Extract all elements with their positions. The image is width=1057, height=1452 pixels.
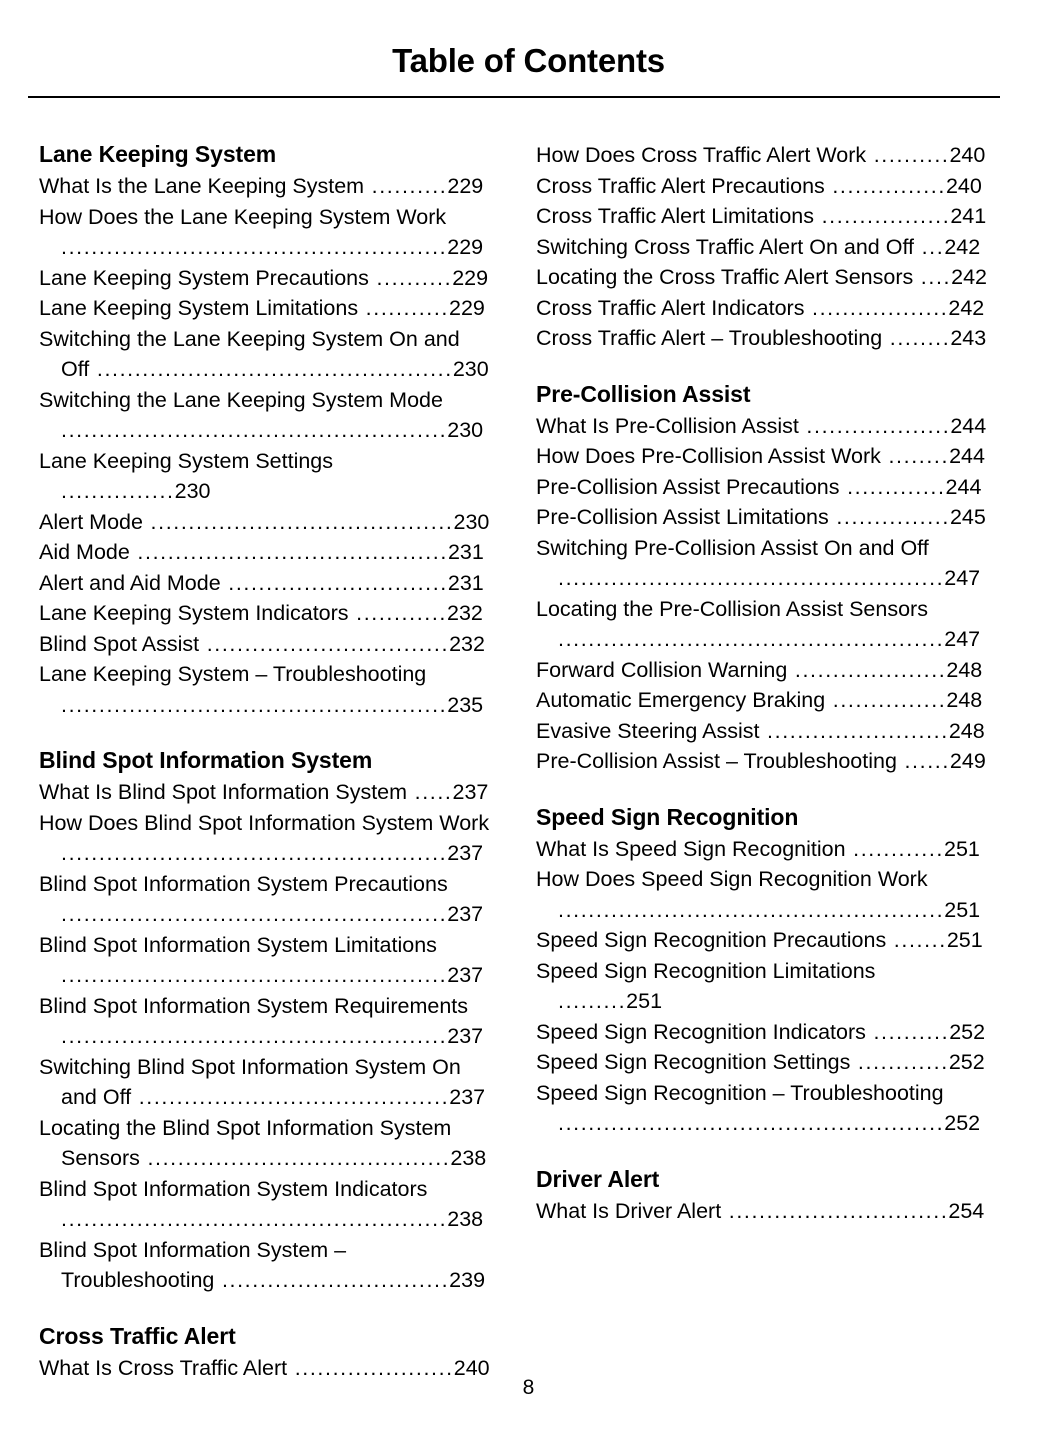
- section-heading-speed-sign-recognition: [536, 803, 987, 831]
- toc-entry-speed-sign-recognition-troubleshooting[interactable]: [536, 1078, 987, 1139]
- toc-entry-blind-spot-assist[interactable]: [39, 629, 490, 660]
- toc-entry-title: What Is Cross Traffic Alert: [39, 1355, 288, 1380]
- dot-leader: ...................................................: [61, 963, 448, 987]
- toc-entry-cross-traffic-alert-limitations[interactable]: [536, 201, 987, 232]
- section-heading-label: Pre-Collision Assist: [536, 380, 751, 407]
- toc-entry-title: How Does Pre-Collision Assist Work: [536, 444, 881, 468]
- toc-entry-blind-spot-information-system-precautions[interactable]: [39, 869, 490, 930]
- toc-entry-title: Switching Blind Spot Information System On: [39, 1054, 461, 1079]
- dot-leader: ....................: [787, 657, 947, 682]
- toc-entry-title: and Off: [61, 1085, 132, 1109]
- toc-entry-title: How Does Cross Traffic Alert Work: [536, 143, 867, 167]
- toc-entry-line: [536, 323, 987, 354]
- toc-entry-blind-spot-information-system-indicators[interactable]: [39, 1174, 490, 1235]
- toc-entry-page-number: 244: [950, 413, 987, 438]
- toc-entry-lane-keeping-system-indicators[interactable]: [39, 598, 490, 629]
- toc-section: [536, 1165, 987, 1227]
- toc-entry-alert-and-aid-mode[interactable]: [39, 568, 490, 599]
- dot-leader: ............: [348, 601, 448, 625]
- toc-entry-page-number: 251: [946, 928, 983, 952]
- toc-entry-line: [39, 446, 490, 507]
- dot-leader: ...................................................: [61, 1024, 448, 1048]
- toc-entry-line: [536, 201, 987, 232]
- toc-entry-cross-traffic-alert-precautions[interactable]: [536, 171, 987, 202]
- dot-leader: ...................: [798, 413, 951, 438]
- dot-leader: ........................: [759, 718, 949, 743]
- toc-entry-locating-the-cross-traffic-alert-sensors[interactable]: [536, 262, 987, 293]
- toc-entry-page-number: 230: [453, 509, 490, 534]
- toc-entry-page-number: 237: [447, 963, 484, 987]
- dot-leader: ................................: [199, 631, 450, 656]
- toc-entry-page-number: 242: [944, 234, 981, 259]
- toc-entry-line: [536, 411, 987, 442]
- toc-entry-title: What Is Pre-Collision Assist: [536, 413, 799, 438]
- toc-entry-title: Automatic Emergency Braking: [536, 688, 826, 712]
- toc-entry-title: Troubleshooting: [61, 1268, 215, 1292]
- toc-entry-page-number: 237: [452, 780, 489, 804]
- toc-entry-page-number: 232: [447, 601, 483, 625]
- section-heading-blind-spot-information-system: [39, 746, 490, 774]
- toc-entry-lane-keeping-system-settings[interactable]: [39, 446, 490, 507]
- toc-entry-line: [536, 655, 987, 686]
- toc-entry-page-number: 229: [449, 296, 485, 320]
- dot-leader: ...................................................: [61, 692, 448, 717]
- toc-entry-page-number: 248: [948, 718, 985, 743]
- toc-entry-line: [536, 594, 987, 625]
- toc-entry-title: Lane Keeping System Precautions: [39, 265, 369, 290]
- toc-entry-title: Blind Spot Assist: [39, 631, 200, 656]
- toc-entry-line: [39, 568, 490, 599]
- toc-entry-line: [536, 1017, 987, 1048]
- toc-entry-forward-collision-warning[interactable]: [536, 655, 987, 686]
- toc-entry-what-is-pre-collision-assist[interactable]: [536, 411, 987, 442]
- dot-leader: ...........: [358, 296, 449, 320]
- toc-entry-switching-pre-collision-assist-on-and-off[interactable]: [536, 533, 987, 594]
- toc-entry-title: Blind Spot Information System Requirements: [39, 993, 469, 1018]
- toc-entry-line: [39, 777, 490, 808]
- toc-entry-page-number: 232: [449, 631, 485, 656]
- toc-entry-title: Cross Traffic Alert Limitations: [536, 204, 814, 228]
- section-heading-label: Cross Traffic Alert: [39, 1322, 236, 1349]
- dot-leader: ..........: [364, 174, 448, 198]
- toc-entry-title: Lane Keeping System Limitations: [39, 296, 359, 320]
- toc-entry-line: [536, 533, 987, 564]
- toc-entry-page-number: 243: [950, 326, 987, 350]
- toc-section: [536, 803, 987, 1139]
- toc-entry-locating-the-blind-spot-information-system-sensors[interactable]: [39, 1113, 490, 1174]
- toc-entry-line: [61, 1143, 490, 1174]
- toc-entry-line: [39, 385, 490, 416]
- toc-entry-title: Lane Keeping System Indicators: [39, 601, 349, 625]
- toc-entry-line: [39, 1174, 490, 1205]
- dot-leader: ........: [880, 444, 950, 468]
- toc-entry-what-is-the-lane-keeping-system[interactable]: [39, 171, 490, 202]
- toc-entry-line: [39, 629, 490, 660]
- dot-leader: ..........: [866, 143, 950, 167]
- toc-entry-page-number: 247: [944, 566, 981, 590]
- dot-leader: ...................................................: [61, 235, 448, 259]
- toc-entry-line: [536, 262, 987, 293]
- toc-entry-pre-collision-assist-limitations[interactable]: [536, 502, 987, 533]
- toc-entry-line: [536, 864, 987, 895]
- toc-section: [536, 140, 987, 354]
- toc-entry-title: Blind Spot Information System Indicators: [39, 1176, 428, 1201]
- dot-leader: ..........: [865, 1019, 950, 1044]
- toc-entry-line: [536, 1078, 987, 1109]
- toc-entry-line: [39, 507, 490, 538]
- toc-entry-page-number: 241: [950, 204, 987, 228]
- toc-entry-line: [61, 1204, 490, 1235]
- toc-entry-page-number: 230: [452, 357, 489, 381]
- dot-leader: .............................: [721, 1198, 949, 1223]
- toc-entry-line: [39, 808, 490, 839]
- toc-entry-page-number: 229: [447, 235, 484, 259]
- toc-entry-page-number: 240: [949, 143, 986, 167]
- toc-entry-speed-sign-recognition-settings[interactable]: [536, 1047, 987, 1078]
- toc-entry-page-number: 244: [949, 444, 985, 468]
- toc-entry-line: [536, 1196, 987, 1227]
- toc-entry-line: [39, 1052, 490, 1083]
- toc-entry-what-is-blind-spot-information-system[interactable]: [39, 777, 490, 808]
- toc-entry-title: Cross Traffic Alert Indicators: [536, 295, 805, 320]
- dot-leader: ...............: [824, 173, 946, 198]
- toc-entry-lane-keeping-system-limitations[interactable]: [39, 293, 490, 324]
- toc-column-left: [39, 140, 490, 1383]
- toc-entry-line: [558, 895, 987, 926]
- dot-leader: ...................................................: [558, 897, 945, 922]
- toc-entry-line: [61, 960, 490, 991]
- section-heading-label: Lane Keeping System: [39, 141, 277, 167]
- toc-entry-title: Cross Traffic Alert – Troubleshooting: [536, 326, 883, 350]
- toc-entry-switching-cross-traffic-alert-on-and-off[interactable]: [536, 232, 987, 263]
- toc-entry-title: Locating the Cross Traffic Alert Sensors: [536, 265, 914, 289]
- toc-section: [39, 1322, 490, 1384]
- toc-entry-page-number: 248: [946, 688, 983, 712]
- toc-entry-page-number: 245: [949, 505, 986, 529]
- toc-entry-title: Blind Spot Information System –: [39, 1237, 347, 1262]
- toc-entry-title: Blind Spot Information System Limitations: [39, 932, 437, 957]
- toc-entry-title: Speed Sign Recognition Indicators: [536, 1019, 866, 1044]
- toc-entry-page-number: 251: [944, 897, 981, 922]
- dot-leader: ...................................................: [558, 566, 945, 590]
- toc-entry-line: [536, 716, 987, 747]
- dot-leader: .............: [839, 474, 946, 499]
- toc-entry-line: [558, 1108, 987, 1139]
- toc-entry-title: Forward Collision Warning: [536, 657, 788, 682]
- toc-entry-evasive-steering-assist[interactable]: [536, 716, 987, 747]
- toc-entry-line: [39, 659, 490, 690]
- toc-section: [536, 380, 987, 777]
- toc-entry-page-number: 237: [447, 841, 484, 865]
- toc-entry-line: [536, 746, 987, 777]
- dot-leader: .................: [814, 204, 951, 228]
- toc-entry-pre-collision-assist-precautions[interactable]: [536, 472, 987, 503]
- toc-entry-line: [536, 956, 987, 1017]
- toc-entry-line: [558, 624, 987, 655]
- toc-entry-line: [39, 1113, 490, 1144]
- toc-entry-line: [536, 834, 987, 865]
- toc-entry-line: [39, 598, 490, 629]
- toc-entry-page-number: 237: [447, 902, 484, 926]
- toc-entry-title: Speed Sign Recognition Precautions: [536, 928, 887, 952]
- dot-leader: .............................: [220, 570, 448, 595]
- toc-entry-title: What Is Driver Alert: [536, 1198, 722, 1223]
- dot-leader: .....................: [287, 1355, 454, 1380]
- toc-entry-title: Pre-Collision Assist Precautions: [536, 474, 840, 499]
- toc-entry-locating-the-pre-collision-assist-sensors[interactable]: [536, 594, 987, 655]
- toc-entry-page-number: 229: [452, 265, 489, 290]
- toc-entry-alert-mode[interactable]: [39, 507, 490, 538]
- toc-entry-aid-mode[interactable]: [39, 537, 490, 568]
- toc-entry-switching-blind-spot-information-system-on-and-off[interactable]: [39, 1052, 490, 1113]
- toc-entry-line: [61, 415, 490, 446]
- toc-entry-title: Pre-Collision Assist – Troubleshooting: [536, 749, 897, 773]
- toc-entry-page-number: 248: [946, 657, 983, 682]
- toc-entry-line: [536, 232, 987, 263]
- toc-entry-line: [536, 1047, 987, 1078]
- toc-entry-automatic-emergency-braking[interactable]: [536, 685, 987, 716]
- toc-entry-line: [61, 1021, 490, 1052]
- toc-entry-page-number: 252: [949, 1019, 986, 1044]
- toc-entry-line: [536, 293, 987, 324]
- dot-leader: ............: [850, 1050, 949, 1074]
- toc-entry-page-number: 240: [453, 1355, 490, 1380]
- section-heading-label: Blind Spot Information System: [39, 747, 373, 773]
- toc-entry-blind-spot-information-system-requirements[interactable]: [39, 991, 490, 1052]
- toc-entry-title: How Does Blind Spot Information System Work: [39, 810, 490, 835]
- toc-entry-speed-sign-recognition-precautions[interactable]: [536, 925, 987, 956]
- dot-leader: .......: [886, 928, 947, 952]
- toc-entry-title: Switching the Lane Keeping System Mode: [39, 387, 443, 412]
- toc-entry-title: Locating the Blind Spot Information System: [39, 1115, 452, 1140]
- dot-leader: ...................................................: [61, 841, 448, 865]
- toc-entry-title: How Does Speed Sign Recognition Work: [536, 867, 928, 891]
- toc-entry-title: Sensors: [61, 1146, 140, 1170]
- toc-entry-title: Speed Sign Recognition Limitations: [536, 958, 876, 983]
- dot-leader: ........................................: [142, 509, 454, 534]
- toc-entry-line: [61, 690, 490, 721]
- toc-entry-title: Switching Cross Traffic Alert On and Off: [536, 234, 915, 259]
- dot-leader: ............: [845, 836, 945, 861]
- toc-entry-page-number: 237: [447, 1024, 484, 1048]
- dot-leader: ....: [913, 265, 952, 289]
- toc-entry-title: Alert and Aid Mode: [39, 570, 221, 595]
- toc-entry-blind-spot-information-system-troubleshooting[interactable]: [39, 1235, 490, 1296]
- toc-entry-title: Aid Mode: [39, 540, 130, 564]
- toc-entry-cross-traffic-alert-indicators[interactable]: [536, 293, 987, 324]
- toc-entry-title: Speed Sign Recognition – Troubleshooting: [536, 1080, 944, 1105]
- toc-entry-title: What Is Speed Sign Recognition: [536, 836, 846, 861]
- dot-leader: ...............................................: [89, 357, 453, 381]
- toc-entry-line: [39, 263, 490, 294]
- toc-entry-title: What Is Blind Spot Information System: [39, 780, 408, 804]
- toc-entry-title: How Does the Lane Keeping System Work: [39, 204, 447, 229]
- dot-leader: ........: [882, 326, 951, 350]
- dot-leader: ...................................................: [61, 418, 448, 442]
- toc-entry-lane-keeping-system-troubleshooting[interactable]: [39, 659, 490, 720]
- dot-leader: .........................................: [129, 540, 448, 564]
- toc-column-right: [536, 140, 987, 1226]
- dot-leader: .........: [558, 989, 627, 1013]
- toc-entry-line: [536, 441, 987, 472]
- header-divider: [28, 96, 1000, 98]
- toc-entry-title: Pre-Collision Assist Limitations: [536, 505, 829, 529]
- toc-entry-cross-traffic-alert-troubleshooting[interactable]: [536, 323, 987, 354]
- dot-leader: ..................: [804, 295, 949, 320]
- toc-entry-line: [39, 293, 490, 324]
- toc-entry-switching-the-lane-keeping-system-mode[interactable]: [39, 385, 490, 446]
- toc-entry-page-number: 239: [449, 1268, 486, 1292]
- dot-leader: ...............: [828, 505, 950, 529]
- section-heading-lane-keeping-system: [39, 140, 490, 168]
- dot-leader: ...: [914, 234, 945, 259]
- toc-entry-what-is-driver-alert[interactable]: [536, 1196, 987, 1227]
- toc-entry-title: Locating the Pre-Collision Assist Sensors: [536, 596, 928, 621]
- section-heading-label: Driver Alert: [536, 1165, 660, 1192]
- toc-entry-page-number: 247: [944, 627, 981, 651]
- toc-entry-title: Cross Traffic Alert Precautions: [536, 173, 825, 198]
- toc-entry-page-number: 235: [447, 692, 484, 717]
- toc-section: [39, 746, 490, 1296]
- toc-entry-page-number: 251: [944, 836, 980, 861]
- toc-entry-line: [39, 930, 490, 961]
- toc-entry-page-number: 254: [948, 1198, 985, 1223]
- toc-entry-lane-keeping-system-precautions[interactable]: [39, 263, 490, 294]
- toc-entry-line: [536, 140, 987, 171]
- toc-entry-line: [39, 869, 490, 900]
- toc-entry-title: Evasive Steering Assist: [536, 718, 760, 743]
- dot-leader: ...................................................: [558, 1111, 945, 1135]
- toc-entry-page-number: 238: [450, 1146, 487, 1170]
- toc-entry-how-does-blind-spot-information-system-work[interactable]: [39, 808, 490, 869]
- section-heading-label: Speed Sign Recognition: [536, 803, 799, 830]
- toc-entry-page-number: 238: [447, 1207, 484, 1231]
- toc-entry-title: Speed Sign Recognition Settings: [536, 1050, 851, 1074]
- toc-entry-line: [39, 1235, 490, 1266]
- toc-entry-blind-spot-information-system-limitations[interactable]: [39, 930, 490, 991]
- toc-entry-title: Lane Keeping System – Troubleshooting: [39, 662, 427, 686]
- page-title: Table of Contents: [392, 42, 665, 79]
- toc-entry-line: [536, 171, 987, 202]
- toc-entry-how-does-cross-traffic-alert-work[interactable]: [536, 140, 987, 171]
- toc-entry-line: [61, 1265, 490, 1296]
- dot-leader: ...................................................: [61, 902, 448, 926]
- toc-entry-title: Switching the Lane Keeping System On and: [39, 326, 460, 351]
- toc-entry-title: Switching Pre-Collision Assist On and Off: [536, 535, 929, 560]
- toc-entry-line: [61, 899, 490, 930]
- toc-entry-pre-collision-assist-troubleshooting[interactable]: [536, 746, 987, 777]
- dot-leader: ...............: [61, 479, 175, 503]
- section-heading-cross-traffic-alert: [39, 1322, 490, 1350]
- toc-entry-line: [39, 991, 490, 1022]
- toc-entry-line: [536, 472, 987, 503]
- toc-entry-page-number: 252: [944, 1111, 981, 1135]
- toc-entry-line: [61, 354, 490, 385]
- dot-leader: .........................................: [131, 1085, 450, 1109]
- toc-entry-page-number: 229: [447, 174, 484, 198]
- toc-entry-what-is-speed-sign-recognition[interactable]: [536, 834, 987, 865]
- toc-entry-how-does-pre-collision-assist-work[interactable]: [536, 441, 987, 472]
- toc-entry-line: [536, 502, 987, 533]
- toc-entry-page-number: 252: [948, 1050, 985, 1074]
- toc-entry-how-does-speed-sign-recognition-work[interactable]: [536, 864, 987, 925]
- toc-entry-title: Off: [61, 357, 90, 381]
- toc-entry-page-number: 251: [626, 989, 663, 1013]
- dot-leader: ..........: [368, 265, 453, 290]
- toc-entry-page-number: 230: [174, 479, 211, 503]
- toc-entry-line: [558, 563, 987, 594]
- toc-entry-line: [536, 925, 987, 956]
- toc-entry-how-does-the-lane-keeping-system-work[interactable]: [39, 202, 490, 263]
- section-heading-pre-collision-assist: [536, 380, 987, 408]
- toc-entry-speed-sign-recognition-limitations[interactable]: [536, 956, 987, 1017]
- toc-entry-line: [61, 1082, 490, 1113]
- toc-entry-page-number: 244: [945, 474, 982, 499]
- toc-entry-line: [39, 537, 490, 568]
- toc-entry-page-number: 237: [449, 1085, 486, 1109]
- toc-entry-line: [39, 171, 490, 202]
- toc-entry-page-number: 240: [945, 173, 982, 198]
- toc-entry-page-number: 230: [447, 418, 484, 442]
- dot-leader: .....: [407, 780, 453, 804]
- dot-leader: ........................................: [139, 1146, 451, 1170]
- toc-entry-title: Blind Spot Information System Precautions: [39, 871, 448, 896]
- toc-entry-title: Alert Mode: [39, 509, 143, 534]
- dot-leader: ..............................: [214, 1268, 450, 1292]
- toc-entry-page-number: 242: [951, 265, 987, 289]
- toc-entry-page-number: 249: [949, 749, 986, 773]
- toc-entry-page-number: 242: [948, 295, 985, 320]
- toc-entry-title: Lane Keeping System Settings: [39, 448, 334, 473]
- toc-entry-title: What Is the Lane Keeping System: [39, 174, 365, 198]
- toc-section: [39, 140, 490, 720]
- toc-entry-line: [39, 324, 490, 355]
- footer-page-number: 8: [522, 1376, 535, 1399]
- dot-leader: ...............: [825, 688, 947, 712]
- toc-entry-speed-sign-recognition-indicators[interactable]: [536, 1017, 987, 1048]
- dot-leader: ...................................................: [61, 1207, 448, 1231]
- toc-entry-line: [61, 838, 490, 869]
- dot-leader: ...................................................: [558, 627, 945, 651]
- toc-entry-switching-the-lane-keeping-system-on-and-off[interactable]: [39, 324, 490, 385]
- toc-entry-page-number: 231: [447, 540, 484, 564]
- toc-entry-line: [61, 232, 490, 263]
- toc-entry-line: [39, 202, 490, 233]
- dot-leader: ......: [896, 749, 950, 773]
- toc-entry-line: [536, 685, 987, 716]
- section-heading-driver-alert: [536, 1165, 987, 1193]
- toc-entry-page-number: 231: [447, 570, 484, 595]
